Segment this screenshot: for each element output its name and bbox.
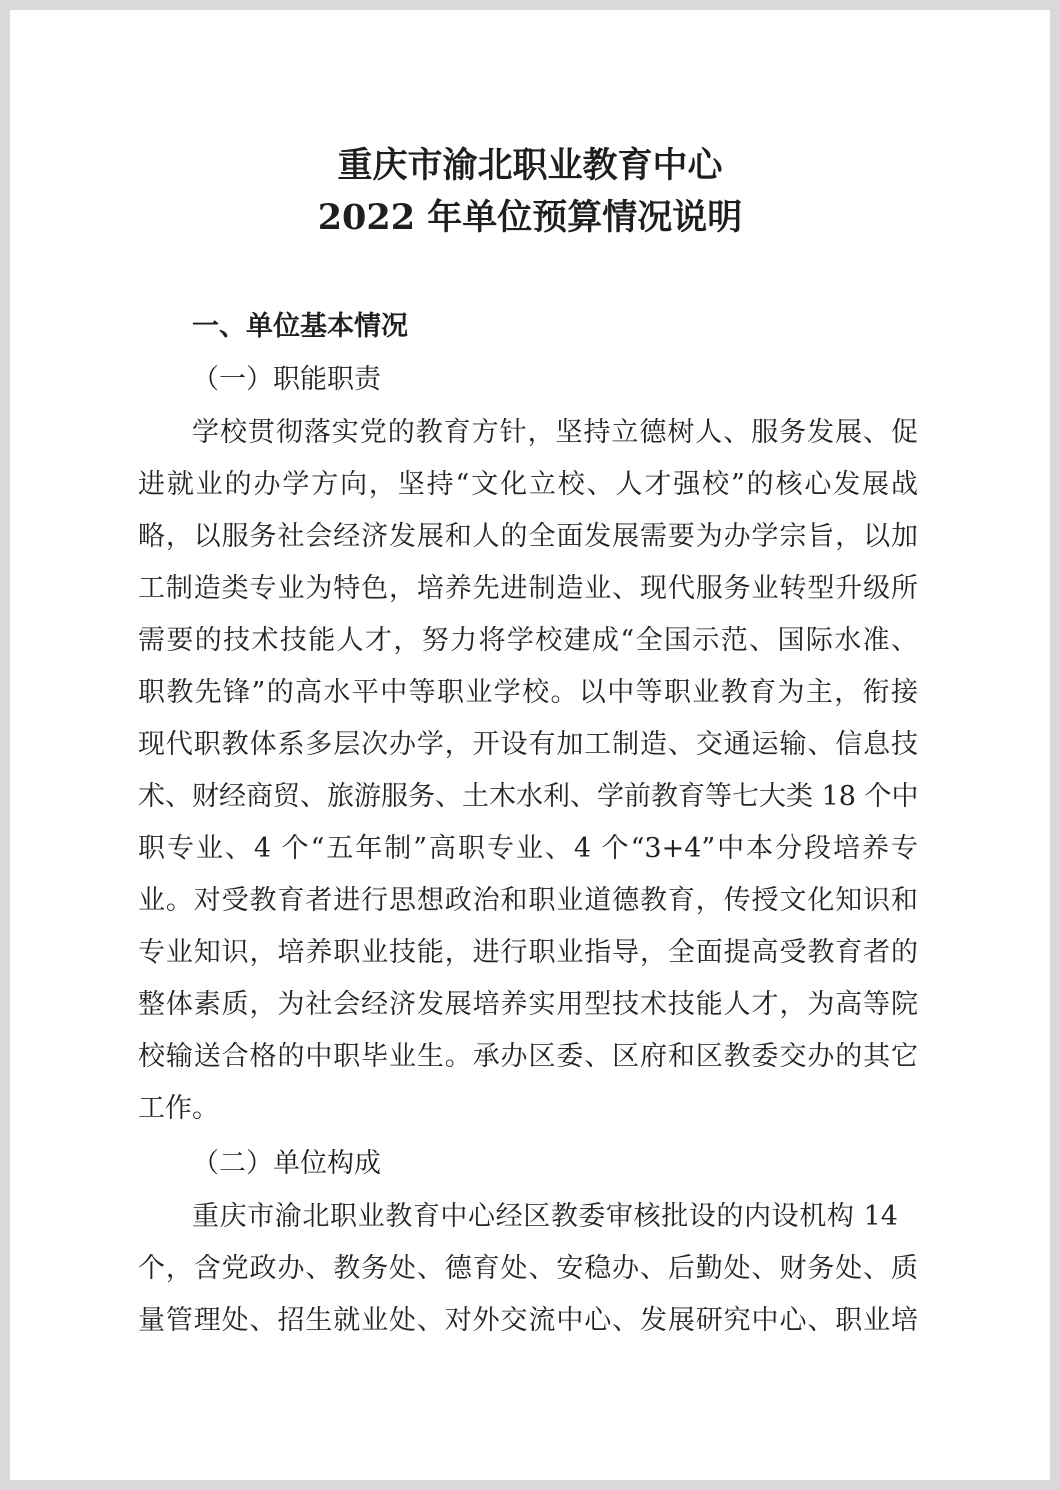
paragraph-line: 业。对受教育者进行思想政治和职业道德教育，传授文化知识和 [138,885,918,916]
document-title-line-2: 2022 年单位预算情况说明 [317,197,743,238]
section-heading-basic-info: 一、单位基本情况 [192,311,408,342]
paragraph-line: 工作。 [138,1093,219,1124]
paragraph-line: 专业知识，培养职业技能，进行职业指导，全面提高受教育者的 [138,937,918,968]
paragraph-line: 个，含党政办、教务处、德育处、安稳办、后勤处、财务处、质 [138,1253,918,1284]
subsection-heading-duties: （一）职能职责 [192,364,381,395]
paragraph-line: 术、财经商贸、旅游服务、土木水利、学前教育等七大类 18 个中 [138,781,919,812]
paragraph-line: 校输送合格的中职毕业生。承办区委、区府和区教委交办的其它 [138,1041,918,1072]
paragraph-line: 整体素质，为社会经济发展培养实用型技术技能人才，为高等院 [138,989,918,1020]
paragraph-line: 职教先锋”的高水平中等职业学校。以中等职业教育为主，衔接 [138,677,918,708]
paragraph-line: 进就业的办学方向，坚持“文化立校、人才强校”的核心发展战 [138,469,918,500]
paragraph-line: 职专业、4 个“五年制”高职专业、4 个“3+4”中本分段培养专 [138,833,918,864]
paragraph-line: 现代职教体系多层次办学，开设有加工制造、交通运输、信息技 [138,729,918,760]
paragraph-line: 略，以服务社会经济发展和人的全面发展需要为办学宗旨，以加 [138,521,918,552]
subsection-heading-composition: （二）单位构成 [192,1148,381,1179]
document-title-line-1: 重庆市渝北职业教育中心 [337,145,723,186]
paragraph-line: 工制造类专业为特色，培养先进制造业、现代服务业转型升级所 [138,573,918,604]
paragraph-line: 量管理处、招生就业处、对外交流中心、发展研究中心、职业培 [138,1305,918,1336]
paragraph-line: 学校贯彻落实党的教育方针，坚持立德树人、服务发展、促 [192,417,918,448]
paragraph-line: 重庆市渝北职业教育中心经区教委审核批设的内设机构 14 [192,1201,898,1232]
paragraph-line: 需要的技术技能人才，努力将学校建成“全国示范、国际水准、 [138,625,918,656]
